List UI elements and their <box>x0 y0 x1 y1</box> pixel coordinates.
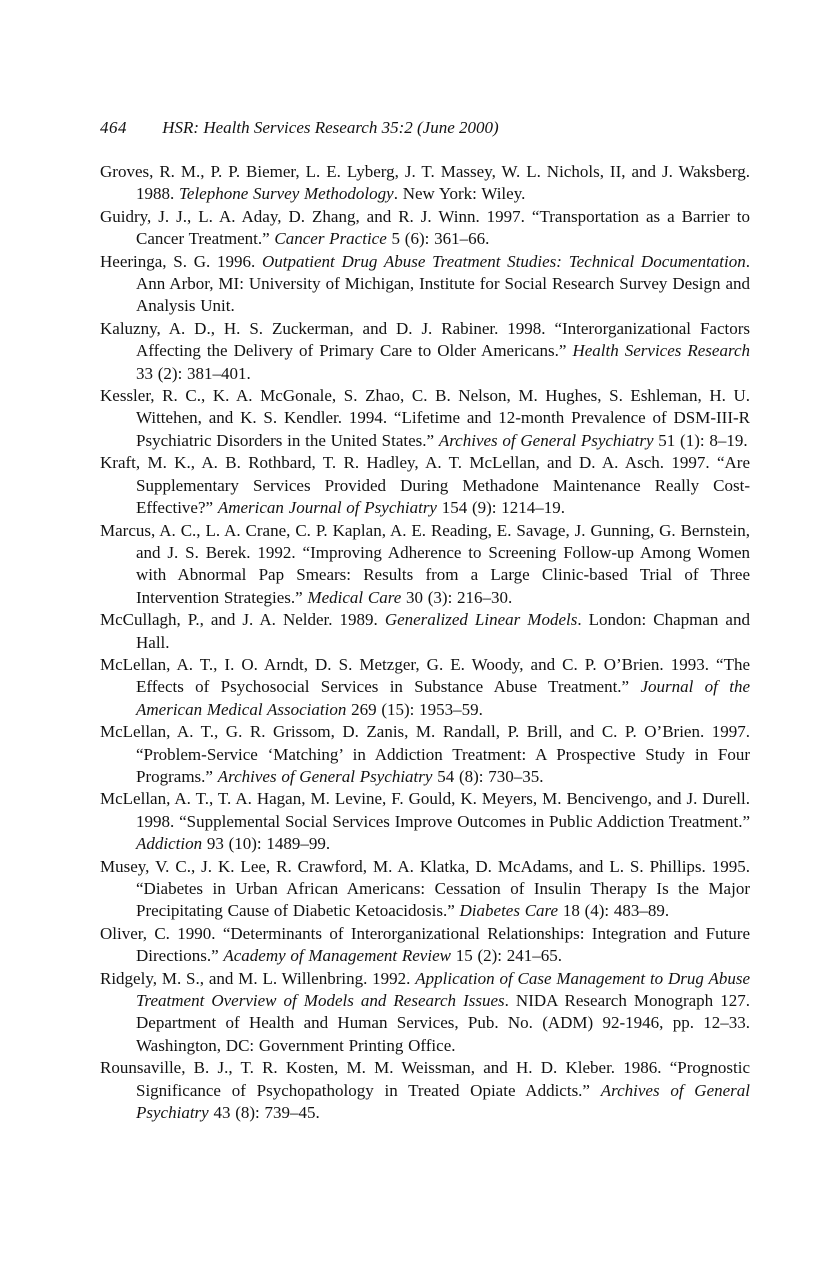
reference-text: Guidry, J. J., L. A. Aday, D. Zhang, and R. J. Winn. 1997. “Transportation as a Barrier to Cancer Treatment.” <box>100 206 750 249</box>
reference-text: Marcus, A. C., L. A. Crane, C. P. Kaplan, A. E. Reading, E. Savage, J. Gunning, G. Bernstein, and J. S. Berek. 1992. “Improving Adherence to Screening Follow-up Among Women with Abnormal Pap Smears: Results from a Large Clinic-based Trial of Three Intervention Strategies.” <box>100 520 750 607</box>
reference-title-italic: Application of Case Management to Drug Abuse Treatment Overview of Models and Research Issues <box>136 968 751 1011</box>
reference-title-italic: Diabetes Care <box>459 901 559 921</box>
reference-item <box>100 856 750 923</box>
reference-title-italic: Archives of General Psychiatry <box>136 1080 750 1123</box>
reference-item <box>100 251 750 318</box>
page-content <box>100 118 750 1124</box>
reference-text: 15 (2): 241–65. <box>450 946 563 966</box>
reference-item <box>100 206 750 251</box>
reference-item <box>100 654 750 721</box>
journal-header-title: HSR: Health Services Research 35:2 (June 2000) <box>162 118 499 137</box>
reference-text: Groves, R. M., P. P. Biemer, L. E. Lyberg, J. T. Massey, W. L. Nichols, II, and J. Waksberg. 1988. <box>100 162 750 204</box>
reference-title-italic: Medical Care <box>307 587 402 607</box>
reference-text: Rounsaville, B. J., T. R. Kosten, M. M. Weissman, and H. D. Kleber. 1986. “Prognostic Significance of Psychopathology in Treated Opiate Addicts.” <box>100 1058 750 1100</box>
reference-item <box>100 923 750 968</box>
reference-text: . NIDA Research Monograph 127. Department of Health and Human Services, Pub. No. (ADM) 92-1946, pp. 12–33. Washington, DC: Government Printing Office. <box>136 991 750 1055</box>
reference-text: 54 (8): 730–35. <box>432 766 544 786</box>
reference-title-italic: Health Services Research <box>572 341 750 361</box>
reference-text: McLellan, A. T., G. R. Grissom, D. Zanis, M. Randall, P. Brill, and C. P. O’Brien. 1997. “Problem-Service ‘Matching’ in Addiction Treatment: A Prospective Study in Four Programs.” <box>100 722 750 786</box>
reference-item <box>100 1057 750 1124</box>
reference-text: 51 (1): 8–19. <box>653 430 748 450</box>
reference-text: 43 (8): 739–45. <box>208 1103 320 1123</box>
reference-item <box>100 520 750 610</box>
reference-text: . New York: Wiley. <box>393 184 526 204</box>
reference-text: Ridgely, M. S., and M. L. Willenbring. 1992. <box>100 968 416 988</box>
reference-text: Oliver, C. 1990. “Determinants of Interorganizational Relationships: Integration and Future Directions.” <box>100 923 750 966</box>
references-list <box>100 161 750 1124</box>
reference-text: 5 (6): 361–66. <box>386 229 490 249</box>
reference-text: McLellan, A. T., T. A. Hagan, M. Levine, F. Gould, K. Meyers, M. Bencivengo, and J. Durell. 1998. “Supplemental Social Services Improve Outcomes in Public Addiction Treatment.” <box>100 789 750 831</box>
reference-title-italic: Journal of the American Medical Association <box>136 677 750 719</box>
reference-title-italic: Addiction <box>136 834 203 854</box>
reference-item <box>100 385 750 452</box>
reference-text: Kaluzny, A. D., H. S. Zuckerman, and D. J. Rabiner. 1998. “Interorganizational Factors Affecting the Delivery of Primary Care to Older Americans.” <box>100 318 750 361</box>
reference-text: 93 (10): 1489–99. <box>202 834 331 854</box>
reference-text: McCullagh, P., and J. A. Nelder. 1989. <box>100 610 385 630</box>
reference-item <box>100 161 750 206</box>
reference-text: 269 (15): 1953–59. <box>346 699 483 719</box>
reference-item <box>100 609 750 654</box>
reference-text: Musey, V. C., J. K. Lee, R. Crawford, M. A. Klatka, D. McAdams, and L. S. Phillips. 1995. “Diabetes in Urban African Americans: Cessation of Insulin Therapy Is the Major Precipitating Cause of Diabetic Ketoacidosis.” <box>100 856 750 921</box>
reference-text: McLellan, A. T., I. O. Arndt, D. S. Metzger, G. E. Woody, and C. P. O’Brien. 1993. “The Effects of Psychosocial Services in Substance Abuse Treatment.” <box>100 654 750 697</box>
page-number: 464 <box>100 118 127 137</box>
reference-text: . Ann Arbor, MI: University of Michigan, Institute for Social Research Survey Design and Analysis Unit. <box>136 251 750 316</box>
reference-text: 154 (9): 1214–19. <box>436 498 566 518</box>
reference-title-italic: Outpatient Drug Abuse Treatment Studies: Technical Documentation <box>262 251 746 271</box>
reference-item <box>100 968 750 1058</box>
reference-title-italic: American Journal of Psychiatry <box>217 498 437 518</box>
reference-text: Heeringa, S. G. 1996. <box>100 251 263 271</box>
reference-text: Kessler, R. C., K. A. McGonale, S. Zhao, C. B. Nelson, M. Hughes, S. Eshleman, H. U. Wittehen, and K. S. Kendler. 1994. “Lifetime and 12-month Prevalence of DSM-III-R Psychiatric Disorders in the United States.” <box>100 386 750 450</box>
reference-title-italic: Academy of Management Review <box>223 946 451 966</box>
reference-item <box>100 452 750 519</box>
reference-item <box>100 721 750 788</box>
reference-title-italic: Cancer Practice <box>274 229 387 249</box>
reference-text: 18 (4): 483–89. <box>558 901 670 921</box>
reference-title-italic: Archives of General Psychiatry <box>438 430 654 450</box>
reference-item <box>100 788 750 855</box>
reference-text: 33 (2): 381–401. <box>136 363 251 383</box>
reference-title-italic: Generalized Linear Models <box>384 610 578 630</box>
reference-title-italic: Archives of General Psychiatry <box>217 766 433 786</box>
reference-title-italic: Telephone Survey Methodology <box>179 184 394 204</box>
reference-text: . London: Chapman and Hall. <box>136 610 750 652</box>
running-header <box>100 118 750 138</box>
reference-text: 30 (3): 216–30. <box>401 587 513 607</box>
reference-text: Kraft, M. K., A. B. Rothbard, T. R. Hadley, A. T. McLellan, and D. A. Asch. 1997. “Are Supplementary Services Provided During Methadone Maintenance Really Cost-Effective?” <box>100 453 750 518</box>
reference-item <box>100 318 750 385</box>
